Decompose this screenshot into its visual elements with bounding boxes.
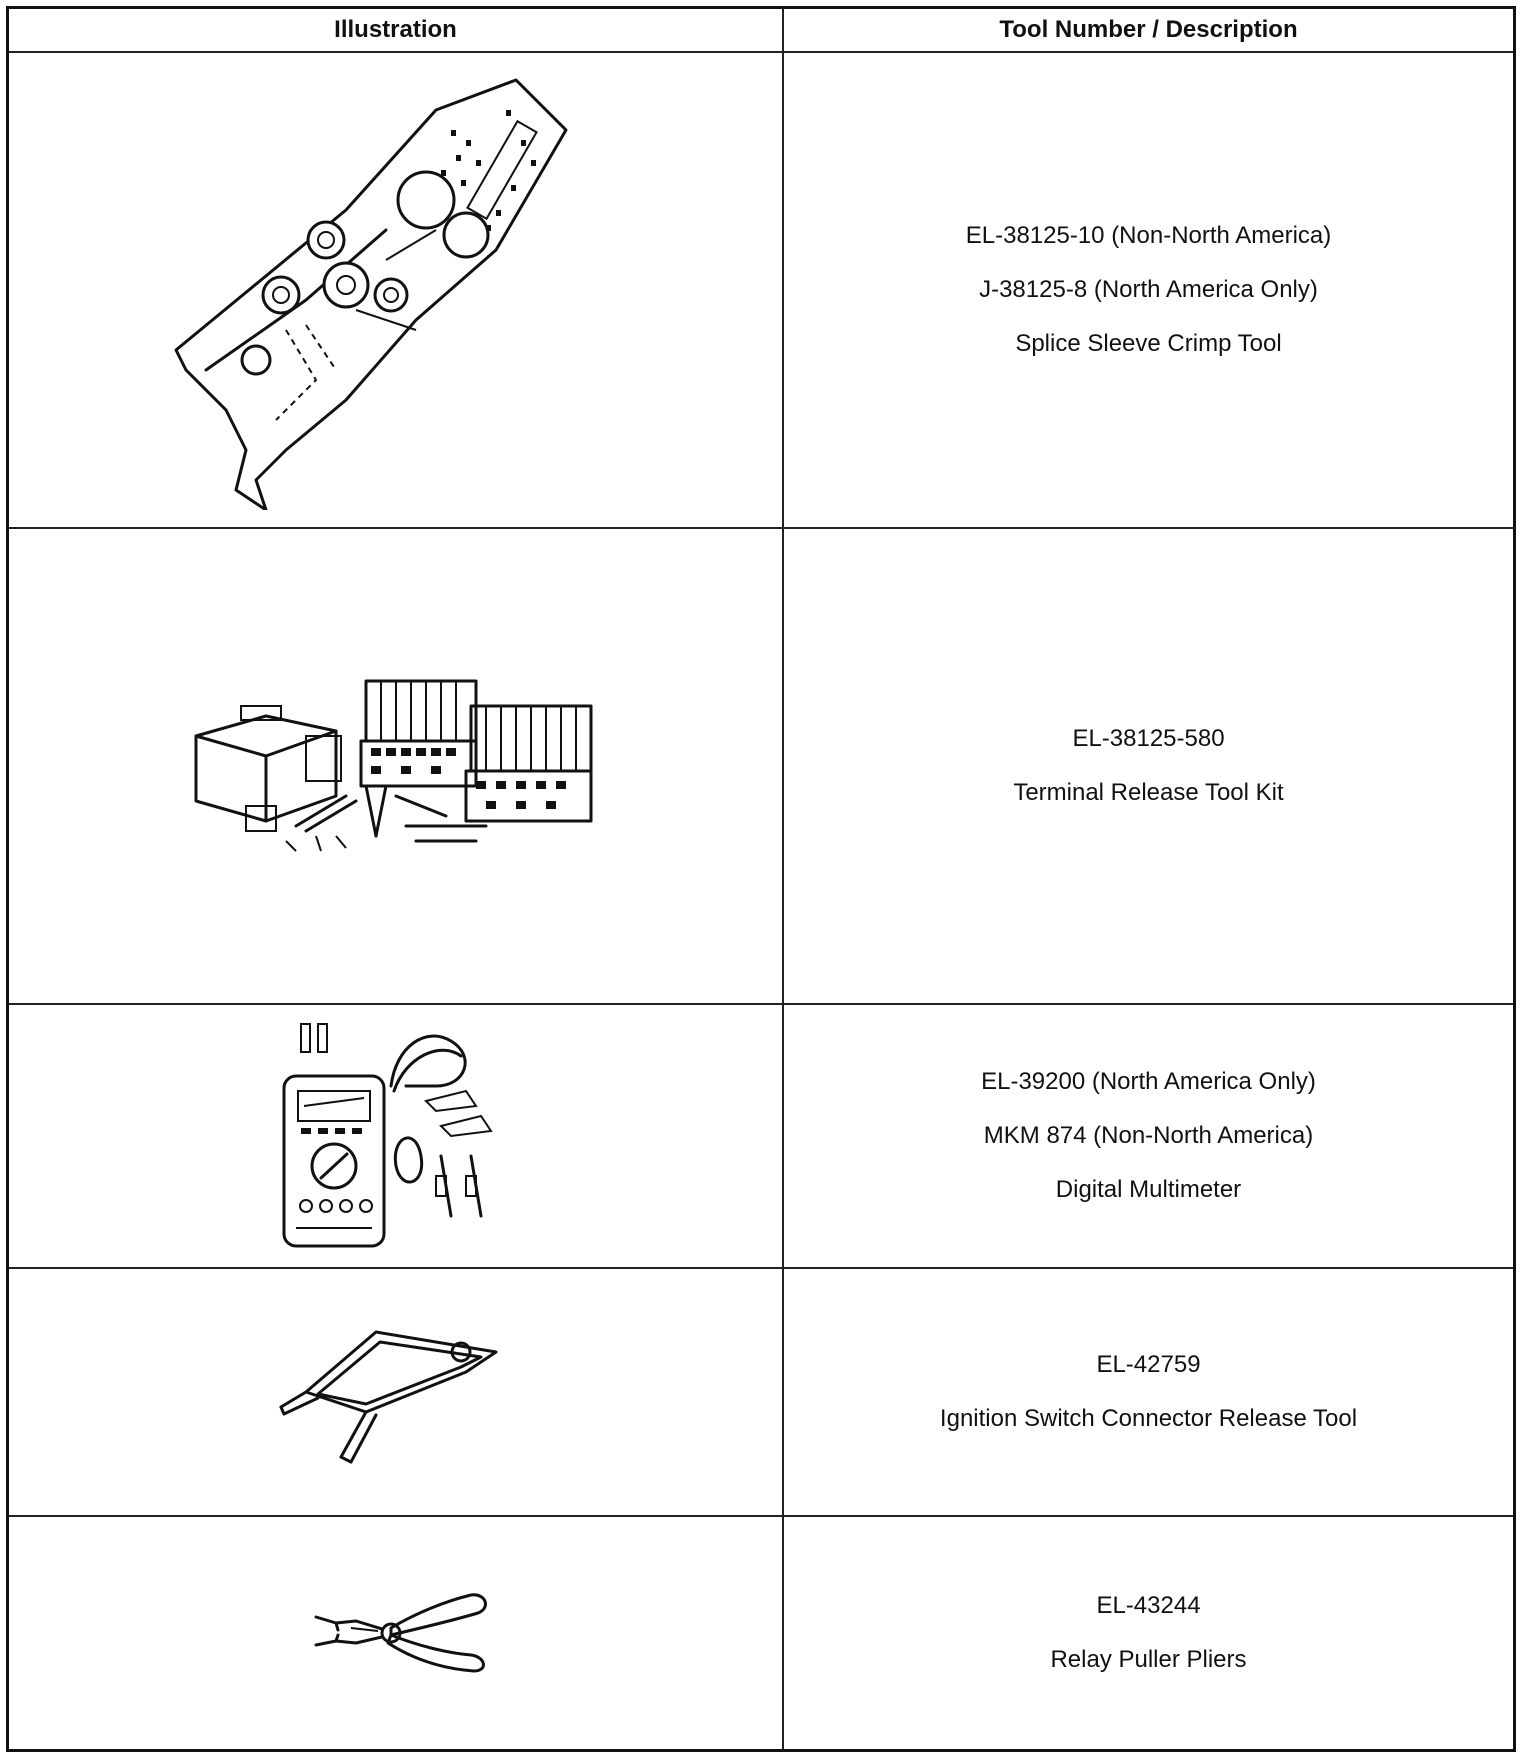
header-description-label: Tool Number / Description [999,16,1298,43]
header-description [784,9,1513,51]
table-row [9,1515,1513,1749]
table-row [9,527,1513,1003]
tool-description: Digital Multimeter [1055,1176,1242,1203]
special-tools-table [6,6,1516,1752]
table-row [9,1003,1513,1267]
tool-description: Splice Sleeve Crimp Tool [1015,330,1282,357]
tool-number-non-na: EL-38125-10 (Non-North America) [965,222,1332,249]
tool-description: Terminal Release Tool Kit [1013,779,1284,806]
illustration-cell [9,1269,784,1515]
release-tool-illustration [276,1312,516,1472]
illustration-cell [9,1517,784,1749]
description-cell [784,1269,1513,1515]
illustration-cell [9,1005,784,1267]
description-cell [784,1517,1513,1749]
description-cell [784,53,1513,527]
table-row [9,51,1513,527]
multimeter-illustration [276,1016,516,1256]
tool-number: EL-43244 [1096,1592,1201,1619]
tool-number-na: EL-39200 (North America Only) [981,1068,1316,1095]
tool-description: Ignition Switch Connector Release Tool [939,1405,1358,1432]
terminal-release-kit-illustration [186,676,606,856]
tool-number-na: J-38125-8 (North America Only) [979,276,1318,303]
tool-number: EL-38125-580 [1072,725,1225,752]
description-cell [784,529,1513,1003]
illustration-cell [9,529,784,1003]
tool-number-non-na: MKM 874 (Non-North America) [983,1122,1314,1149]
header-illustration [9,9,784,51]
tool-number: EL-42759 [1096,1351,1201,1378]
illustration-cell [9,53,784,527]
description-cell [784,1005,1513,1267]
table-header-row [9,9,1513,51]
crimp-tool-illustration [166,70,626,510]
relay-pliers-illustration [296,1583,496,1683]
table-row [9,1267,1513,1515]
tool-description: Relay Puller Pliers [1050,1646,1247,1673]
header-illustration-label: Illustration [334,16,457,43]
